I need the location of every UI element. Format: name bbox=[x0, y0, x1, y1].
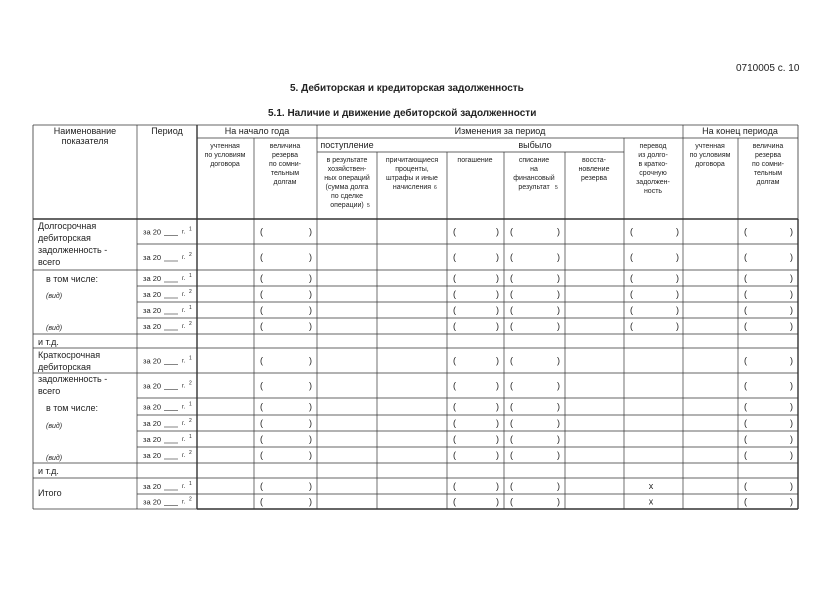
row-kind-label: (вид) bbox=[46, 325, 63, 332]
bracket-open: ( bbox=[510, 273, 513, 283]
bracket-close: ) bbox=[309, 289, 312, 299]
bracket-open: ( bbox=[260, 434, 263, 444]
row-kind-label: (вид) bbox=[46, 455, 63, 462]
period-suffix: г. bbox=[182, 255, 186, 261]
bracket-close: ) bbox=[790, 450, 793, 460]
bracket-open: ( bbox=[453, 252, 456, 262]
page-code: 0710005 с. 10 bbox=[736, 63, 800, 74]
bracket-close: ) bbox=[557, 226, 560, 237]
writeoff-header: списание bbox=[518, 157, 550, 164]
bracket-open: ( bbox=[510, 418, 513, 428]
period-suffix: г. bbox=[182, 484, 186, 490]
transfer-header: в кратко- bbox=[638, 161, 668, 168]
bracket-close: ) bbox=[676, 273, 679, 283]
bracket-close: ) bbox=[496, 305, 499, 315]
end-reserve-header: величина bbox=[752, 143, 784, 150]
bracket-open: ( bbox=[744, 273, 747, 283]
receipt-ops-header: по сделке bbox=[331, 193, 363, 200]
footnote-mark: 1 bbox=[189, 355, 192, 362]
period-suffix: г. bbox=[182, 229, 186, 236]
row-short-term-label: всего bbox=[38, 386, 61, 396]
transfer-header: из долго- bbox=[638, 152, 668, 159]
bracket-close: ) bbox=[309, 450, 312, 460]
receipt-header: поступление bbox=[320, 140, 374, 150]
period-suffix: г. bbox=[182, 383, 186, 390]
period-prefix: за 20 bbox=[143, 356, 162, 366]
bracket-close: ) bbox=[557, 418, 560, 428]
row-long-term-label: всего bbox=[38, 257, 61, 267]
start-of-year-header: На начало года bbox=[224, 126, 290, 136]
bracket-open: ( bbox=[260, 355, 263, 366]
bracket-open: ( bbox=[260, 273, 263, 283]
bracket-open: ( bbox=[260, 380, 263, 391]
bracket-close: ) bbox=[496, 252, 499, 262]
bracket-open: ( bbox=[510, 481, 513, 491]
bracket-close: ) bbox=[309, 418, 312, 428]
footnote-mark: 2 bbox=[189, 418, 192, 424]
end-contract-header: учтенная bbox=[695, 143, 725, 150]
footnote-mark: 2 bbox=[189, 321, 192, 327]
footnote-mark: 5 bbox=[555, 185, 558, 191]
receipt-ops-header: в результате bbox=[326, 157, 368, 164]
bracket-open: ( bbox=[744, 434, 747, 444]
period-suffix: г. bbox=[182, 404, 186, 411]
row-total-label: Итого bbox=[38, 488, 62, 498]
bracket-open: ( bbox=[453, 401, 456, 412]
bracket-close: ) bbox=[676, 321, 679, 331]
changes-header: Изменения за период bbox=[454, 126, 546, 136]
receipt-ops-header: хозяйствен- bbox=[327, 166, 367, 173]
section-title: 5. Дебиторская и кредиторская задолженность bbox=[290, 83, 524, 94]
bracket-close: ) bbox=[790, 418, 793, 428]
bracket-open: ( bbox=[453, 305, 456, 315]
bracket-open: ( bbox=[453, 496, 456, 507]
transfer-header: задолжен- bbox=[636, 179, 670, 186]
bracket-open: ( bbox=[260, 401, 263, 412]
end-of-period-header: На конец периода bbox=[702, 126, 778, 136]
period-prefix: за 20 bbox=[143, 274, 162, 283]
start-reserve-header: величина bbox=[269, 143, 301, 150]
bracket-close: ) bbox=[790, 305, 793, 315]
bracket-open: ( bbox=[630, 305, 633, 315]
row-etc-label: и т.д. bbox=[38, 466, 59, 476]
start-reserve-header: резерва bbox=[271, 152, 299, 159]
reserve-restore-header: резерва bbox=[580, 175, 608, 182]
period-suffix: г. bbox=[182, 499, 186, 506]
x-mark: x bbox=[648, 481, 654, 491]
bracket-open: ( bbox=[510, 252, 513, 262]
reserve-restore-header: восста- bbox=[582, 157, 606, 164]
start-reserve-header: по сомни- bbox=[268, 161, 302, 168]
bracket-open: ( bbox=[260, 252, 263, 262]
bracket-open: ( bbox=[510, 496, 513, 507]
bracket-close: ) bbox=[309, 380, 312, 391]
bracket-open: ( bbox=[453, 289, 456, 299]
period-prefix: за 20 bbox=[143, 402, 162, 412]
bracket-close: ) bbox=[496, 321, 499, 331]
footnote-mark: 2 bbox=[189, 252, 192, 258]
receipt-interest-header: причитающиеся bbox=[385, 157, 439, 164]
start-contract-header: по условиям bbox=[204, 152, 246, 159]
bracket-open: ( bbox=[453, 355, 456, 366]
bracket-close: ) bbox=[676, 252, 679, 262]
period-prefix: за 20 bbox=[143, 253, 162, 262]
period-prefix: за 20 bbox=[143, 227, 162, 237]
bracket-close: ) bbox=[309, 496, 312, 507]
bracket-open: ( bbox=[453, 273, 456, 283]
bracket-open: ( bbox=[744, 418, 747, 428]
bracket-close: ) bbox=[496, 380, 499, 391]
bracket-close: ) bbox=[309, 321, 312, 331]
disposal-header: выбыло bbox=[518, 140, 552, 150]
bracket-open: ( bbox=[260, 321, 263, 331]
row-including-label: в том числе: bbox=[46, 274, 98, 284]
row-etc-label: и т.д. bbox=[38, 337, 59, 347]
bracket-close: ) bbox=[496, 226, 499, 237]
bracket-close: ) bbox=[557, 252, 560, 262]
bracket-open: ( bbox=[744, 380, 747, 391]
bracket-open: ( bbox=[260, 226, 263, 237]
period-prefix: за 20 bbox=[143, 435, 162, 444]
end-contract-header: по условиям bbox=[689, 152, 731, 159]
receipt-ops-header: операции) bbox=[330, 202, 364, 209]
bracket-close: ) bbox=[309, 226, 312, 237]
bracket-open: ( bbox=[744, 481, 747, 491]
end-reserve-header: резерва bbox=[754, 152, 782, 159]
bracket-open: ( bbox=[744, 401, 747, 412]
bracket-close: ) bbox=[557, 401, 560, 412]
bracket-open: ( bbox=[453, 321, 456, 331]
bracket-close: ) bbox=[557, 434, 560, 444]
bracket-open: ( bbox=[453, 418, 456, 428]
bracket-open: ( bbox=[453, 226, 456, 237]
row-short-term-label: Краткосрочная bbox=[38, 350, 101, 360]
period-prefix: за 20 bbox=[143, 419, 162, 428]
bracket-open: ( bbox=[453, 434, 456, 444]
bracket-close: ) bbox=[309, 305, 312, 315]
bracket-close: ) bbox=[496, 355, 499, 366]
bracket-close: ) bbox=[309, 481, 312, 491]
bracket-close: ) bbox=[790, 380, 793, 391]
bracket-open: ( bbox=[744, 289, 747, 299]
bracket-close: ) bbox=[676, 289, 679, 299]
bracket-close: ) bbox=[557, 355, 560, 366]
bracket-open: ( bbox=[630, 273, 633, 283]
period-prefix: за 20 bbox=[143, 497, 162, 507]
bracket-open: ( bbox=[744, 321, 747, 331]
bracket-close: ) bbox=[496, 401, 499, 412]
footnote-mark: 1 bbox=[189, 401, 192, 408]
bracket-open: ( bbox=[510, 321, 513, 331]
bracket-close: ) bbox=[790, 252, 793, 262]
period-prefix: за 20 bbox=[143, 381, 162, 391]
bracket-close: ) bbox=[557, 496, 560, 507]
bracket-close: ) bbox=[557, 380, 560, 391]
bracket-open: ( bbox=[630, 321, 633, 331]
bracket-open: ( bbox=[744, 496, 747, 507]
period-suffix: г. bbox=[182, 453, 186, 459]
bracket-close: ) bbox=[496, 289, 499, 299]
start-reserve-header: тельным bbox=[270, 170, 300, 177]
repayment-header: погашение bbox=[457, 157, 493, 164]
bracket-open: ( bbox=[744, 226, 747, 237]
bracket-close: ) bbox=[309, 434, 312, 444]
bracket-close: ) bbox=[557, 481, 560, 491]
writeoff-header: результат bbox=[518, 184, 550, 191]
period-prefix: за 20 bbox=[143, 322, 162, 331]
bracket-close: ) bbox=[557, 450, 560, 460]
transfer-header: ность bbox=[643, 188, 663, 195]
bracket-close: ) bbox=[790, 321, 793, 331]
writeoff-header: на bbox=[530, 166, 538, 173]
col-name-header: Наименование bbox=[53, 126, 117, 136]
bracket-close: ) bbox=[790, 401, 793, 412]
row-kind-label: (вид) bbox=[46, 423, 63, 430]
period-prefix: за 20 bbox=[143, 451, 162, 460]
bracket-open: ( bbox=[260, 305, 263, 315]
receipt-interest-header: штрафы и иные bbox=[386, 175, 438, 182]
bracket-open: ( bbox=[453, 481, 456, 491]
bracket-open: ( bbox=[510, 226, 513, 237]
row-long-term-label: Долгосрочная bbox=[38, 221, 97, 231]
period-suffix: г. bbox=[182, 437, 186, 443]
bracket-open: ( bbox=[744, 355, 747, 366]
row-short-term-label: задолженность - bbox=[38, 374, 108, 384]
start-contract-header: договора bbox=[210, 161, 240, 168]
footnote-mark: 5 bbox=[367, 203, 370, 209]
bracket-open: ( bbox=[260, 418, 263, 428]
period-prefix: за 20 bbox=[143, 482, 162, 491]
bracket-open: ( bbox=[510, 289, 513, 299]
bracket-open: ( bbox=[744, 252, 747, 262]
bracket-open: ( bbox=[630, 226, 633, 237]
bracket-open: ( bbox=[260, 496, 263, 507]
bracket-close: ) bbox=[557, 321, 560, 331]
bracket-close: ) bbox=[496, 450, 499, 460]
period-suffix: г. bbox=[182, 421, 186, 427]
bracket-open: ( bbox=[630, 252, 633, 262]
x-mark: x bbox=[648, 496, 654, 507]
bracket-close: ) bbox=[676, 305, 679, 315]
receipt-interest-header: начисления bbox=[392, 184, 432, 191]
period-suffix: г. bbox=[182, 292, 186, 298]
footnote-mark: 1 bbox=[189, 305, 192, 311]
bracket-open: ( bbox=[510, 380, 513, 391]
bracket-open: ( bbox=[453, 380, 456, 391]
period-prefix: за 20 bbox=[143, 306, 162, 315]
footnote-mark: 2 bbox=[189, 450, 192, 456]
col-name-header: показателя bbox=[61, 136, 109, 146]
bracket-open: ( bbox=[260, 289, 263, 299]
bracket-close: ) bbox=[790, 355, 793, 366]
reserve-restore-header: новление bbox=[578, 166, 610, 173]
bracket-open: ( bbox=[260, 450, 263, 460]
period-suffix: г. bbox=[182, 276, 186, 282]
bracket-close: ) bbox=[790, 226, 793, 237]
footnote-mark: 1 bbox=[189, 434, 192, 440]
footnote-mark: 1 bbox=[189, 226, 192, 233]
subsection-title: 5.1. Наличие и движение дебиторской задолженности bbox=[268, 108, 537, 119]
bracket-close: ) bbox=[790, 273, 793, 283]
bracket-close: ) bbox=[557, 289, 560, 299]
footnote-mark: 1 bbox=[189, 481, 192, 487]
bracket-close: ) bbox=[557, 305, 560, 315]
end-reserve-header: долгам bbox=[756, 179, 780, 186]
bracket-close: ) bbox=[496, 418, 499, 428]
row-short-term-label: дебиторская bbox=[38, 362, 91, 372]
bracket-close: ) bbox=[309, 355, 312, 366]
bracket-open: ( bbox=[510, 355, 513, 366]
footnote-mark: 2 bbox=[189, 289, 192, 295]
bracket-close: ) bbox=[496, 434, 499, 444]
footnote-mark: 2 bbox=[189, 496, 192, 503]
transfer-header: срочную bbox=[639, 170, 667, 177]
bracket-open: ( bbox=[510, 305, 513, 315]
bracket-open: ( bbox=[453, 450, 456, 460]
bracket-open: ( bbox=[510, 401, 513, 412]
receipt-ops-header: ных операций bbox=[324, 175, 370, 182]
writeoff-header: финансовый bbox=[513, 175, 555, 182]
period-prefix: за 20 bbox=[143, 290, 162, 299]
bracket-close: ) bbox=[557, 273, 560, 283]
period-suffix: г. bbox=[182, 308, 186, 314]
col-period-header: Период bbox=[151, 126, 183, 136]
footnote-mark: 1 bbox=[189, 273, 192, 279]
period-suffix: г. bbox=[182, 324, 186, 330]
end-reserve-header: по сомни- bbox=[751, 161, 785, 168]
receipt-ops-header: (сумма долга bbox=[325, 184, 369, 191]
bracket-close: ) bbox=[790, 434, 793, 444]
row-long-term-label: дебиторская bbox=[38, 233, 91, 243]
bracket-close: ) bbox=[309, 273, 312, 283]
bracket-open: ( bbox=[510, 450, 513, 460]
row-kind-label: (вид) bbox=[46, 293, 63, 300]
period-suffix: г. bbox=[182, 358, 186, 365]
bracket-close: ) bbox=[309, 252, 312, 262]
bracket-close: ) bbox=[676, 226, 679, 237]
transfer-header: перевод bbox=[639, 143, 667, 150]
bracket-close: ) bbox=[496, 496, 499, 507]
start-reserve-header: долгам bbox=[273, 179, 297, 186]
bracket-close: ) bbox=[309, 401, 312, 412]
footnote-mark: 2 bbox=[189, 380, 192, 387]
bracket-close: ) bbox=[496, 481, 499, 491]
bracket-close: ) bbox=[496, 273, 499, 283]
end-contract-header: договора bbox=[695, 161, 725, 168]
start-contract-header: учтенная bbox=[210, 143, 240, 150]
row-long-term-label: задолженность - bbox=[38, 245, 108, 255]
bracket-open: ( bbox=[630, 289, 633, 299]
bracket-open: ( bbox=[744, 305, 747, 315]
bracket-open: ( bbox=[744, 450, 747, 460]
row-including-label: в том числе: bbox=[46, 403, 98, 413]
end-reserve-header: тельным bbox=[753, 170, 783, 177]
bracket-open: ( bbox=[260, 481, 263, 491]
bracket-close: ) bbox=[790, 496, 793, 507]
bracket-open: ( bbox=[510, 434, 513, 444]
bracket-close: ) bbox=[790, 481, 793, 491]
bracket-close: ) bbox=[790, 289, 793, 299]
footnote-mark: 6 bbox=[434, 185, 437, 191]
receipt-interest-header: проценты, bbox=[395, 166, 429, 173]
